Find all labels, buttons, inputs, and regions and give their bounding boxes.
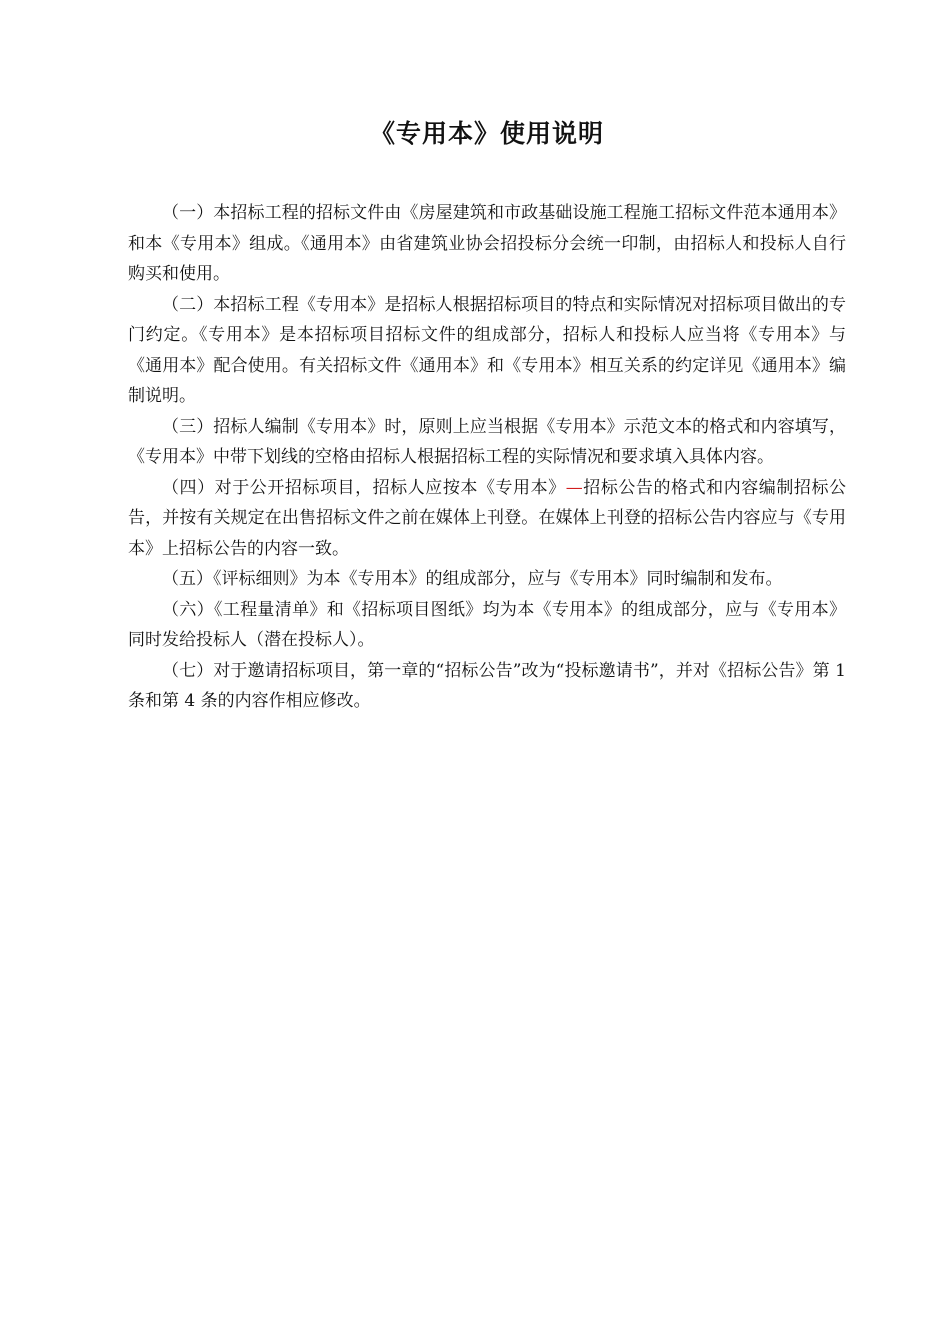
document-page (128, 114, 846, 717)
paragraph-4-rest: 招标公告的格式和内容编制招标公告，并按有关规定在出售招标文件之前在媒体上刊登。在媒体上刊登的招标公告内容应与《专用本》上招标公告的内容一致。 (128, 477, 847, 559)
paragraph-3: （三）招标人编制《专用本》时，原则上应当根据《专用本》示范文本的格式和内容填写，《专用本》中带下划线的空格由招标人根据招标工程的实际情况和要求填入具体内容。 (128, 416, 846, 467)
red-dash-mark: — (565, 477, 583, 498)
paragraph-2: （二）本招标工程《专用本》是招标人根据招标项目的特点和实际情况对招标项目做出的专门约定。《专用本》是本招标项目招标文件的组成部分，招标人和投标人应当将《专用本》与《通用本》配合使用。有关招标文件《通用本》和《专用本》相互关系的约定详见《通用本》编制说明。 (128, 294, 846, 406)
paragraph-5: （五）《评标细则》为本《专用本》的组成部分，应与《专用本》同时编制和发布。 (162, 569, 783, 589)
paragraph-6: （六）《工程量清单》和《招标项目图纸》均为本《专用本》的组成部分，应与《专用本》同时发给投标人（潜在投标人）。 (128, 599, 846, 650)
document-title: 《专用本》使用说明 (369, 119, 604, 148)
paragraph-7: （七）对于邀请招标项目，第一章的“招标公告”改为“投标邀请书”，并对《招标公告》第 1 条和第 4 条的内容作相应修改。 (128, 660, 846, 711)
paragraph-4-lead: （四）对于公开招标项目，招标人应按本《专用本》 (162, 477, 566, 498)
paragraph-4 (128, 473, 846, 565)
paragraph-1: （一）本招标工程的招标文件由《房屋建筑和市政基础设施工程施工招标文件范本通用本》和本《专用本》组成。《通用本》由省建筑业协会招投标分会统一印制，由招标人和投标人自行购买和使用。 (128, 203, 846, 284)
